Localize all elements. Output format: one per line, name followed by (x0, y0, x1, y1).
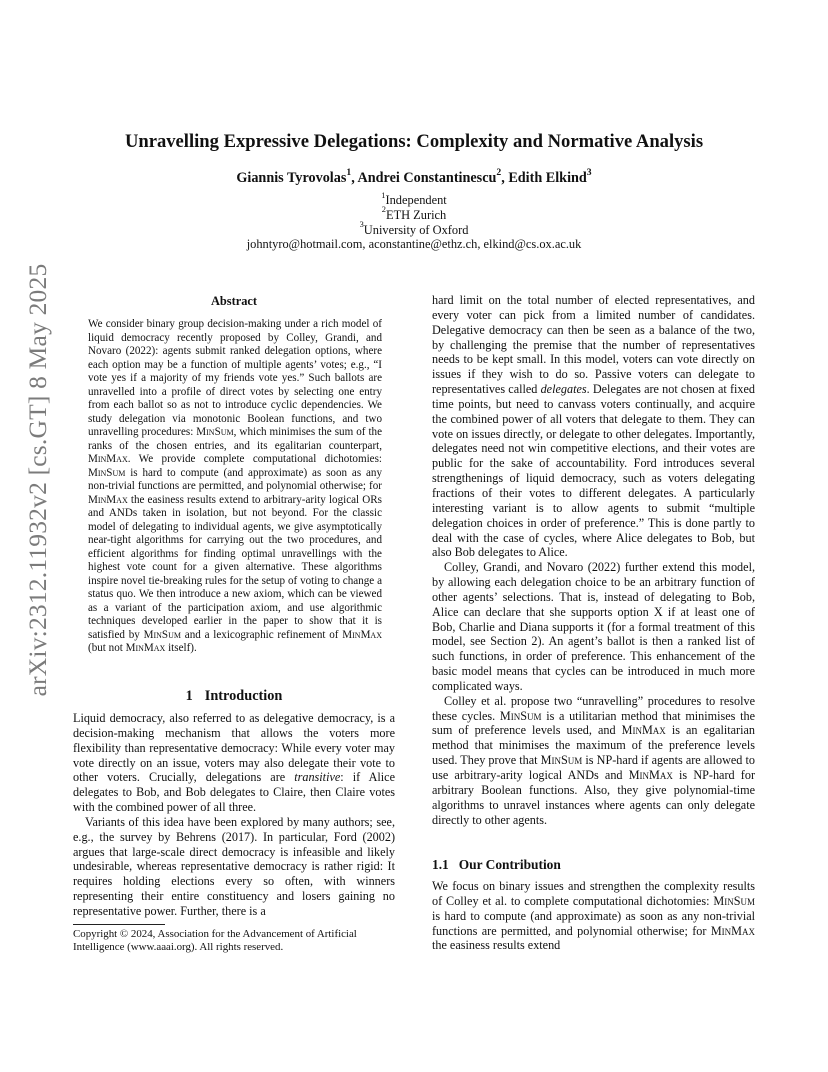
affiliation-name: Independent (385, 193, 447, 207)
introduction-text (73, 711, 395, 919)
author-separator: , (351, 170, 358, 186)
author-affil-marker: 2 (496, 166, 502, 178)
abstract-text: We consider binary group decision-making under a rich model of liquid democracy recently proposed by Colley, Grandi, and Novaro (2022): agents submit ranked delegation options, where each option may be a function of multiple agents’ votes; e.g., “I vote yes if a majority of my friends vote yes.” Such ballots are unravelled into a profile of direct votes by selecting one entry from each ballot so as not to introduce cyclic dependencies. We study delegation via monotonic Boolean functions, and two unravelling procedures: MinSum, which minimises the sum of the ranks of the chosen entries, and its egalitarian counterpart, MinMax. We provide complete computational dichotomies: MinSum is hard to compute (and approximate) as soon as any non-trivial functions are permitted, and polynomial otherwise; for MinMax the easiness results extend to arbitrary-arity logical ORs and ANDs taken in isolation, but not beyond. For the classic model of delegating to individual agents, we give asymptotically near-tight algorithms for carrying out the two procedures, and efficient algorithms for finding optimal unravellings with the highest vote count for a given alternative. These algorithms inspire novel tie-breaking rules for the setup of voting to change a status quo. We then introduce a new axiom, which can be viewed as a variant of the participation axiom, and use algorithmic techniques developed earlier in the paper to show that it is satisfied by MinSum and a lexicographic refinement of MinMax (but not MinMax itself). (88, 318, 382, 654)
affiliation-line (80, 204, 748, 223)
abstract-heading: Abstract (210, 294, 258, 308)
copyright-footnote: Copyright © 2024, Association for the Advancement of Artificial Intelligence (www.aaai.org). All rights reserved. (73, 928, 357, 954)
section-heading-introduction (73, 688, 395, 705)
author-name: Andrei Constantinescu (357, 170, 497, 186)
author-name: Giannis Tyrovolas (236, 170, 347, 186)
section-title: Introduction (204, 688, 283, 704)
affiliations (80, 189, 748, 252)
subsection-title: Our Contribution (458, 857, 561, 872)
affiliation-line (80, 189, 748, 208)
footnote-rule (73, 924, 165, 925)
paragraph: Colley et al. propose two “unravelling” procedures to resolve these cycles. MinSum is a utilitarian method that minimises the sum of preference levels used, and MinMax is an egalitarian method that minimises the maximum of the preference levels used. They prove that MinSum is NP-hard if agents are allowed to use arbitrary-arity logical ANDs and MinMax is NP-hard for arbitrary Boolean functions. Also, they give polynomial-time algorithms to unravel instances where agents can only delegate directly to other agents. (432, 693, 756, 827)
right-column-text (432, 293, 755, 827)
affiliation-name: ETH Zurich (386, 207, 447, 222)
author-affil-marker: 3 (586, 166, 592, 178)
paragraph: We focus on binary issues and strengthen the complexity results of Colley et al. to complete computational dichotomies: MinSum is hard to compute (and approximate) as soon as any non-trivial functions are permitted, and polynomial otherwise; for MinMax the easiness results extend (432, 879, 755, 953)
affil-marker: 2 (381, 204, 386, 215)
affil-marker: 1 (381, 189, 386, 200)
section-number: 1 (185, 688, 193, 704)
paragraph: Colley, Grandi, and Novaro (2022) further extend this model, by allowing each delegation choice to be an arbitrary function of other agents’ selections. That is, instead of delegating to Bob, Alice can declare that she supports option X if at least one of Bob, Charlie and Diana supports it (for a formal treatment of this model, see Section 2). An agent’s ballot is then a ranked list of such functions, in order of preference. This enhancement of the basic model means that cycles can be introduced in much more complicated ways. (432, 560, 755, 693)
abstract-body (88, 318, 382, 656)
paragraph: hard limit on the total number of elected representatives, and every voter can pick from a limited number of candidates. Delegative democracy can then be seen as a balance of the two, by challenging the premise that the number of representatives needs to be kept small. In this model, voters can vote directly on issues if they wish to do so. Passive voters can delegate to representatives called delegates. Delegates are not chosen at fixed time points, but need to canvass voters continually, and acquire the combined power of all voters that delegate to them. They can vote on issues directly, or delegate to other delegates. Importantly, delegates need not win competitive elections, and their votes are public for the sake of accountability. Ford introduces several strengthenings of liquid democracy, such as voters delegating fractions of their votes to different delegates. A particularly interesting variant is to allow agents to submit “multiple delegation choices in order of preference.” This is done partly to deal with the case of cycles, where Alice delegates to Bob, but also Bob delegates to Alice. (432, 293, 755, 560)
affiliation-name: University of Oxford (363, 222, 469, 237)
arxiv-id-text: arXiv:2312.11932v2 [cs.GT] 8 May 2025 (23, 263, 52, 697)
author-separator: , (501, 170, 509, 186)
subsection-heading-our-contribution (432, 857, 561, 873)
affiliation-line (80, 219, 748, 238)
subsection-number: 1.1 (432, 857, 449, 872)
paragraph: Variants of this idea have been explored by many authors; see, e.g., the survey by Behrens (2017). In particular, Ford (2002) argues that large-scale direct democracy is infeasible and likely undesirable, whereas representative democracy is rather rigid: It requires holding elections every so often, with winners representing their entire constituency and losers gaining no representative power. Further, there is a (73, 814, 395, 918)
author-name: Edith Elkind (508, 170, 587, 186)
contribution-text (432, 879, 755, 953)
paragraph: Liquid democracy, also referred to as delegative democracy, is a decision-making mechanism that allows the voters more flexibility than representative democracy: While every voter may vote directly on an issue, voters may also delegate their vote to other voters. Crucially, delegations are transitive: if Alice delegates to Bob, and Bob delegates to Claire, then Claire votes with the combined power of all three. (73, 711, 395, 815)
paper-title: Unravelling Expressive Delegations: Complexity and Normative Analysis (124, 131, 704, 152)
author-list (80, 166, 748, 187)
arxiv-identifier-stamp (20, 263, 56, 697)
author-affil-marker: 1 (346, 166, 352, 178)
affil-marker: 3 (359, 219, 364, 230)
author-emails: johntyro@hotmail.com, aconstantine@ethz.ch, elkind@cs.ox.ac.uk (246, 237, 582, 252)
